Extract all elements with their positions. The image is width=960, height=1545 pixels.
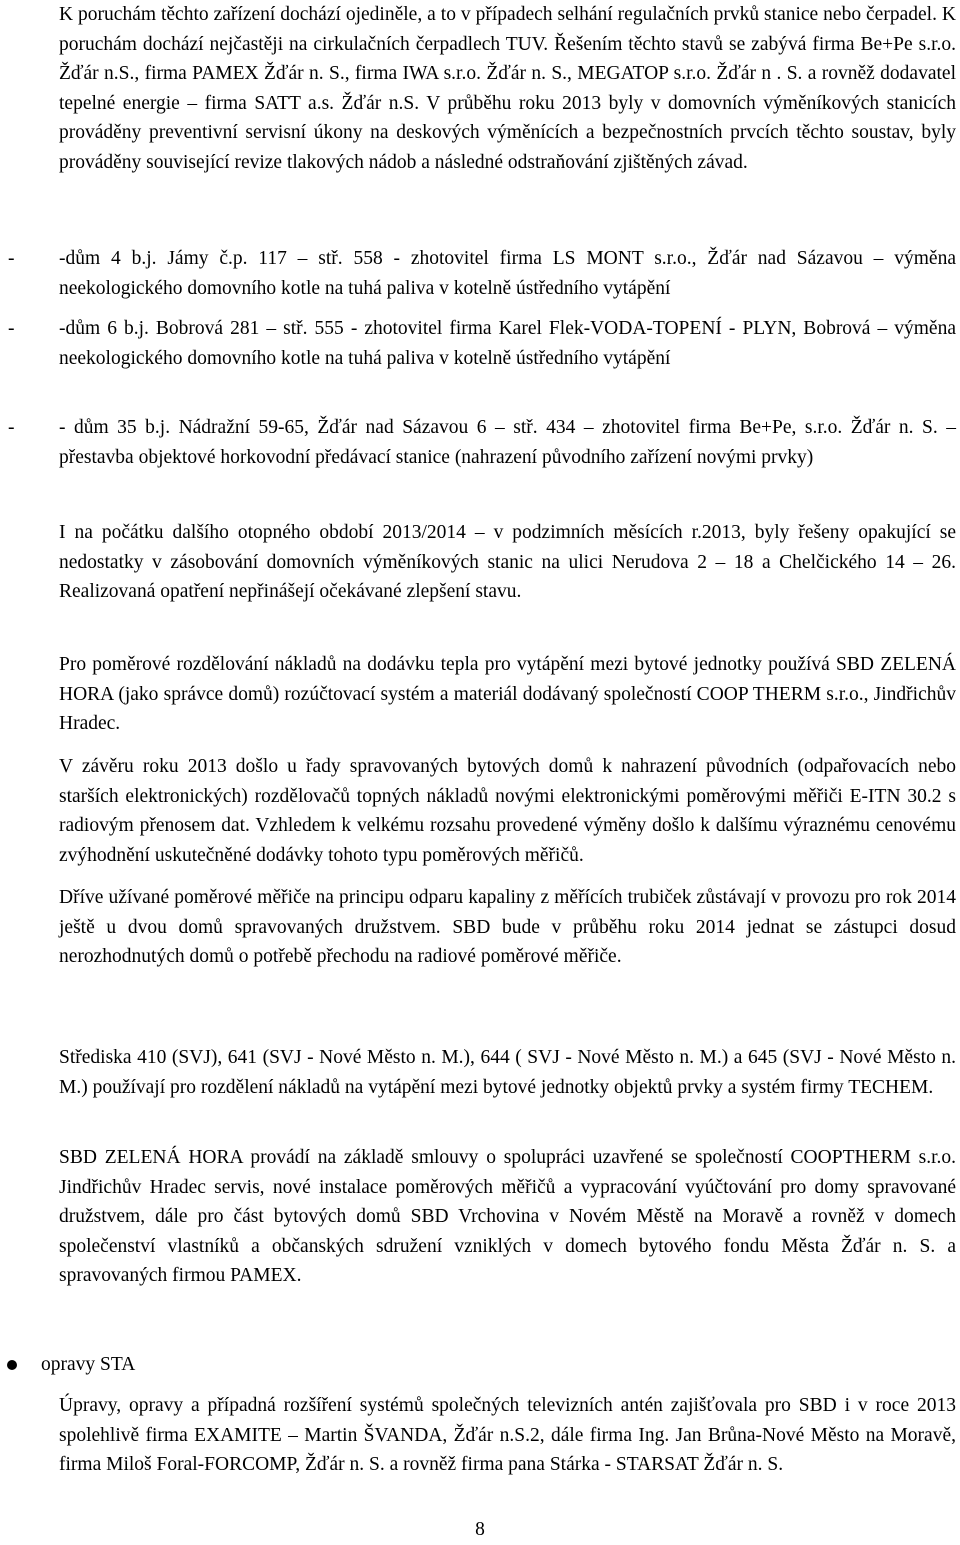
page-number: 8 xyxy=(475,1519,485,1540)
section-heading-label: opravy STA xyxy=(41,1354,136,1375)
paragraph-techem: Střediska 410 (SVJ), 641 (SVJ - Nové Město n. M.), 644 ( SVJ - Nové Město n. M.) a 645 (SVJ - Nové Město n. M.) používají pro rozdělení nákladů na vytápění mezi bytové jednotky objektů prvky a systém firmy TECHEM. xyxy=(59,1047,956,1098)
paragraph-heating-season: I na počátku dalšího otopného období 2013/2014 – v podzimních měsících r.2013, byly řešeny opakující se nedostatky v zásobování domovních výměníkových stanic na ulici Nerudova 2 – 18 a Chelčického 14 – 26. Realizovaná opatření nepřinášejí očekávané zlepšení stavu. xyxy=(59,522,956,602)
dash-marker: - xyxy=(8,318,15,339)
list-item-text: - dům 35 b.j. Nádražní 59-65, Žďár nad Sázavou 6 – stř. 434 – zhotovitel firma Be+Pe, s.r.o. Žďár n. S. – přestavba objektové horkovodní předávací stanice (nahrazení původního zařízení novými prvky) xyxy=(59,417,956,468)
dash-marker: - xyxy=(8,248,15,269)
bullet-icon xyxy=(7,1360,17,1370)
paragraph-meter-replacement: V závěru roku 2013 došlo u řady spravovaných bytových domů k nahrazení původních (odpařovacích nebo starších elektronických) rozdělovačů topných nákladů novými elektronickými poměrovými měřiči E-ITN 30.2 s radiovým přenosem dat. Vzhledem k velkému rozsahu provedené výměny došlo k dalšímu výraznému cenovému zvýhodnění uskutečněné dodávky tohoto typu poměrových měřičů. xyxy=(59,756,956,866)
list-item-text: -dům 6 b.j. Bobrová 281 – stř. 555 - zhotovitel firma Karel Flek-VODA-TOPENÍ - PLYN, Bobrová – výměna neekologického domovního kotle na tuhá paliva v kotelně ústředního vytápění xyxy=(59,318,956,369)
paragraph-cooptherm: SBD ZELENÁ HORA provádí na základě smlouvy o spolupráci uzavřené se společností COOPTHERM s.r.o. Jindřichův Hradec servis, nové instalace poměrových měřičů a vypracování vyúčtování pro domy spravované družstvem, dále pro část bytových domů SBD Vrchovina v Novém Městě na Moravě a rovněž v domech společenství vlastníků a občanských sdružení vzniklých v domech bytového fondu Města Žďár n. S. a spravovaných firmou PAMEX. xyxy=(59,1147,956,1286)
list-item-text: -dům 4 b.j. Jámy č.p. 117 – stř. 558 - zhotovitel firma LS MONT s.r.o., Žďár nad Sázavou – výměna neekologického domovního kotle na tuhá paliva v kotelně ústředního vytápění xyxy=(59,248,956,299)
paragraph-service-overview: K poruchám těchto zařízení dochází ojediněle, a to v případech selhání regulačních prvků stanice nebo čerpadel. K poruchám dochází nejčastěji na cirkulačních čerpadlech TUV. Řešením těchto stavů se zabývá firma Be+Pe s.r.o. Žďár n.S., firma PAMEX Žďár n. S., firma IWA s.r.o. Žďár n. S., MEGATOP s.r.o. Žďár n . S. a rovněž dodavatel tepelné energie – firma SATT a.s. Žďár n.S. V průběhu roku 2013 byly v domovních výměníkových stanicích prováděny preventivní servisní úkony na deskových výměnících a bezpečnostních prvcích těchto soustav, byly prováděny související revize tlakových nádob a následné odstraňování zjištěných závad. xyxy=(59,4,956,173)
paragraph-sta-repairs: Úpravy, opravy a případná rozšíření systémů společných televizních antén zajišťovala pro SBD i v roce 2013 spolehlivě firma EXAMITE – Martin ŠVANDA, Žďár n.S.2, dále firma Ing. Jan Brůna-Nové Město na Moravě, firma Miloš Foral-FORCOMP, Žďár n. S. a rovněž firma pana Stárka - STARSAT Žďár n. S. xyxy=(59,1395,956,1475)
paragraph-cost-allocation: Pro poměrové rozdělování nákladů na dodávku tepla pro vytápění mezi bytové jednotky používá SBD ZELENÁ HORA (jako správce domů) rozúčtovací systém a materiál dodávaný společností COOP THERM s.r.o., Jindřichův Hradec. xyxy=(59,654,956,734)
paragraph-evaporation-meters: Dříve užívané poměrové měřiče na principu odparu kapaliny z měřících trubiček zůstávají v provozu pro rok 2014 ještě u dvou domů spravovaných družstvem. SBD bude v průběhu roku 2014 jednat se zástupci dosud nerozhodnutých domů o potřebě přechodu na radiové poměrové měřiče. xyxy=(59,887,956,967)
dash-marker: - xyxy=(8,417,15,438)
